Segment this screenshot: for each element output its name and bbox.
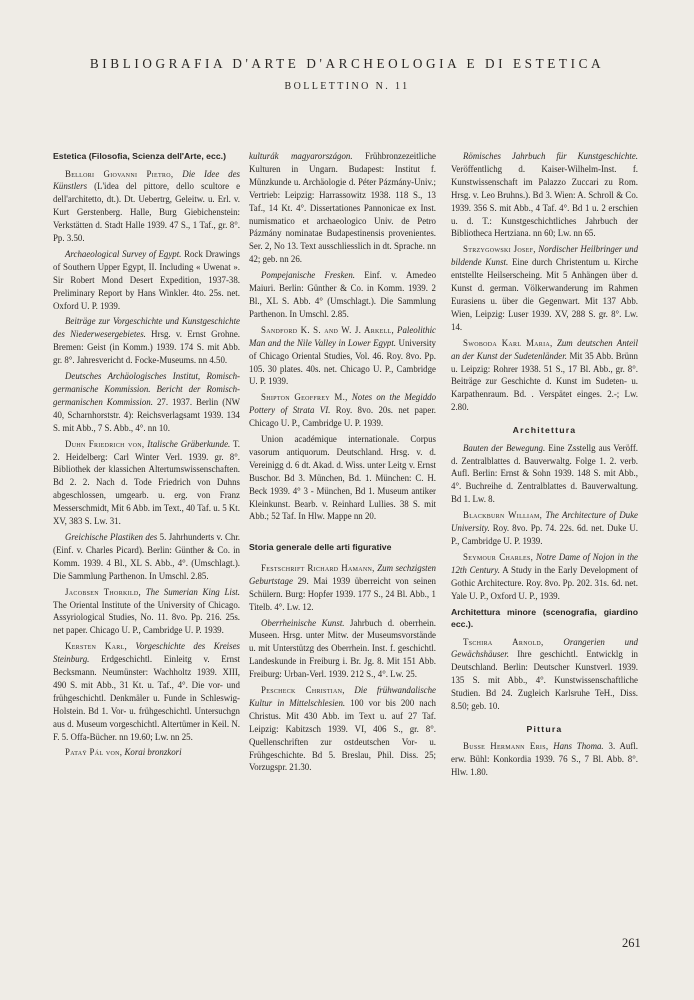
entry-title: Deutsches Archäologisches Institut, Romisch-germanische Kommission. Bericht der Romisch-germanischen Kommission.: [53, 371, 240, 407]
entry-details: Roy. 8vo. Pp. 74. 22s. 6d. net. Duke U. P., Cambridge U. P. 1939.: [451, 523, 638, 546]
entry-details: Erdgeschichtl. Einleitg v. Ernst Becksmann. Neumünster: Wachholtz 1939. XIII, 490 S. mit Abb., 31 Kt. u. Taf., 4°. Die vor- und frühgeschichtl. Denkmäler u. Funde in Schleswig-Holstein. Bd 1. Vor- u. frühgeschichtl. Untersuchgn aus d. Museum vorgeschichtl. Altertümer in Keil. N. F. 5. Offa-Bücher. nn 19.60; Lw. nn 25.: [53, 654, 240, 742]
entry-author: Tschira Arnold,: [463, 636, 544, 647]
entry-title: Die frühwandalische Kultur in Mittelschlesien.: [249, 685, 437, 708]
entry-title: Nordischer Heilbringer und bildende Kunst.: [451, 244, 639, 268]
entry-title: The Architecture of Duke University.: [451, 510, 638, 534]
section-heading: Estetica (Filosofia, Scienza dell'Arte, ecc.): [53, 151, 226, 161]
bibliography-entry: [249, 562, 436, 614]
entry-author: Jacobsen Thorkild,: [65, 586, 142, 597]
bibliography-entry: [451, 442, 638, 507]
entry-title: The Sumerian King List.: [145, 586, 240, 597]
entry-title: Bauten der Bewegung.: [463, 442, 546, 453]
bibliography-entry: [451, 551, 638, 603]
bibliography-entry: [451, 636, 638, 713]
entry-details: University of Chicago Oriental Studies, Vol. 46. Roy. 8vo. Pp. 105. 30 plates. 40s. net. Chicago U. P., Cambridge U. P. 1939.: [249, 337, 436, 387]
entry-details: Roy. 8vo. 20s. net paper. Chicago U. P., Cambridge U. P. 1939.: [249, 405, 436, 429]
section-heading: Architettura minore (scenografia, giardino ecc.).: [451, 606, 638, 629]
bibliography-entry: [249, 617, 436, 682]
entry-details: Ihre geschichtl. Entwicklg in Deutschland. Berlin: Deutscher Kunstverl. 1939. 135 S. mit Abb., 4°. Kunstwissenschaftliche Studien. Bd 24. Zugleich Karlsruhe TeH., Diss. 8.50; geb. 10.: [451, 649, 638, 712]
bibliography-entry: [53, 746, 240, 759]
entry-author: Pescheck Christian,: [261, 685, 345, 696]
entry-details: Frühbronzezeitliche Kulturen in Ungarn. Budapest: Institut f. Münzkunde u. Archäologie d. Péter Pázmány-Univ.; Vertrieb: Leipzig: Harrassowitz 1938. 118 S., 13 Taf., 14 Kt. 4°. Dissertationes Pannonicae ex Inst. numismatico et archaeologico Univ. de Petro Pázmány nominatae Budapestinensis provenientes. Ser. 2, No 13. Text ausschliesslich in dt. Sprache. nn 42; geb. nn 26.: [249, 151, 436, 265]
bibliography-entry: [53, 438, 240, 528]
entry-title: Zum sechzigsten Geburtstage: [249, 562, 436, 586]
entry-title: Korai bronzkori: [124, 747, 182, 758]
bibliography-entry: [451, 337, 638, 414]
entry-title: Pompejanische Fresken.: [261, 270, 355, 281]
entry-title: Die Idee des Künstlers: [53, 168, 241, 192]
entry-title: Greichische Plastiken des: [65, 531, 158, 542]
entry-details: Jahrbuch d. oberrhein. Museen. Hrsg. unter Mitw. der Museumsvorstände u. mit Unterstützg des Oberrhein. Inst. f. geschichtl. Landeskunde in Freiburg i. Br. Jg. 8. Mit 151 Abb. Freiburg: Urban-Verl. 1939. 212 S., 4°. Lw. 25.: [249, 617, 437, 680]
column-2: [249, 150, 436, 777]
column-3: [451, 150, 638, 782]
entry-details: Eine Zsstellg aus Veröff. d. Zentralblattes d. Bauverwaltg. Folge 1. 2. verb. Aufl. Berlin: Ernst & Sohn 1939. 148 S. mit Abb., 4°. Buchreihe d. Zentralblattes d. Bauverwaltung. Bd 1. Lw. 8.: [451, 442, 638, 505]
entry-author: Seymour Charles,: [463, 551, 534, 562]
bibliography-entry: [53, 640, 240, 743]
bibliography-entry: [249, 684, 436, 774]
entry-title: Archaeological Survey of Egypt.: [65, 248, 182, 259]
page-number: 261: [622, 936, 641, 950]
entry-details: The Oriental Institute of the University of Chicago. Assyriological Studies, No. 11. 8vo. Pp. 216. 25s. net paper. Chicago U. P., Cambridge U. P. 1939.: [53, 599, 240, 636]
bibliography-entry: [249, 269, 436, 321]
entry-details: 3. Aufl. erw. Bühl: Konkordia 1939. 76 S., 7 Bl. Abb. 8°. Hlw. 1.80.: [451, 741, 638, 778]
entry-details: Eine durch Christentum u. Kirche entstellte Heilserscheing. Mit 5 Anhängen über d. Kunst d. german. Völkerwanderung im Rahmen Eurasiens u. über die Gegenwart. Mit 137 Abb. Wien, Leipzig: Luser 1939. XV, 288 S. gr. 8°. Lw. 14.: [451, 257, 639, 332]
entry-author: Strzygowski Josef,: [463, 244, 536, 255]
bibliography-entry: [53, 370, 240, 435]
bibliography-entry: [451, 509, 638, 548]
entry-author: Pataÿ Pál von,: [65, 747, 123, 758]
bibliography-entry: [451, 740, 638, 779]
bibliography-entry: [451, 243, 638, 333]
section-heading: Storia generale delle arti figurative: [249, 542, 392, 553]
entry-author: Kersten Karl,: [65, 641, 128, 652]
bibliography-entry: [53, 531, 240, 583]
column-1: [53, 150, 240, 762]
bibliography-entry: [53, 248, 240, 313]
entry-details: T. 2. Heidelberg: Carl Winter Verl. 1939. gr. 8°. Bibliothek der klassichen Altertumswissenschaften. Bd 2. 2. Nach d. Tode Friedrich von Duhns abgeschlossen, umgearb. u. erg. von Franz Messerschmidt, Mit 6 Abb. im Text., 40 Taf. u. 5 Kt. XV, 383 S. Lw. 31.: [53, 438, 240, 527]
bibliography-entry: [249, 150, 436, 266]
entry-details: Rock Drawings of Southern Upper Egypt, II. Including « Uwenat ». Sir Robert Mond Desert Expedition, 1937-38. Preliminary Report by Hans Winkler. 4to. 25s. net. Oxford U. P. 1939.: [53, 248, 240, 311]
entry-details: 100 vor bis 200 nach Christus. Mit 430 Abb. im Text u. auf 27 Taf. Leipzig: Kabitzsch 1939. VI, 406 S., gr. 8°. Quellenschriften zur ostdeutschen Vor- u. Frühgeschichte. Bd 5. Breslau, Phil. Diss. 25; Vorzugspr. 21.30.: [249, 697, 436, 773]
entry-details: 5. Jahrhunderts v. Chr. (Einf. v. Charles Picard). Berlin: Günther & Co. in Komm. 1939. 4 Bl., XL S. Abb., 4°. (Umschlagt.). Die Sammlung Parthenon. In Umschl. 2.85.: [53, 531, 241, 581]
entry-author: Sandford K. S. and W. J. Arkell,: [261, 324, 395, 335]
entry-author: Shipton Geoffrey M.,: [261, 392, 348, 403]
entry-details: Union académique internationale. Corpus vasorum antiquorum. Deutschland. Hrsg. v. d. Vereinigg d. 6 dt. Akad. d. Wiss. unter Leitg v. Ernst Buschor. Bd 3. München, Bd. 1. München: C. H. Beck 1939. 4° 3 - München, Bd 1. Museum antiker Kleinkunst. Bearb. v. Reinhard Lullies. 38 S. mit Abb.; 52 Taf. In Hlw. Mappe nn 20.: [249, 434, 436, 522]
entry-author: Duhn Friedrich von,: [65, 438, 145, 449]
section-heading: Pittura: [526, 723, 563, 734]
entry-title: Hans Thoma.: [553, 741, 604, 752]
entry-title: Orangerien und Gewächshäuser.: [451, 636, 638, 660]
entry-author: Festschrift Richard Hamann,: [261, 562, 375, 573]
entry-details: 29. Mai 1939 überreicht von seinen Schülern. Burg: Hopfer 1939. 177 S., 24 Bl. Abb., 1 Titelb. 4°. Lw. 12.: [249, 575, 436, 612]
section-heading: Architettura: [512, 425, 577, 436]
entry-author: Swoboda Karl Maria,: [463, 337, 553, 348]
entry-title: Italische Gräberkunde.: [147, 438, 231, 449]
bibliography-entry: [249, 324, 436, 389]
entry-title: Römisches Jahrbuch für Kunstgeschichte.: [463, 151, 638, 161]
bibliography-entry: [249, 391, 436, 430]
entry-title: Oberrheinische Kunst.: [261, 617, 345, 628]
bulletin-subtitle: BOLLETTINO N. 11: [284, 81, 410, 92]
bibliography-entry: [451, 150, 638, 240]
entry-title: Paleolithic Man and the Nile Valley in Lower Egypt.: [249, 324, 436, 348]
entry-author: Blackburn William,: [463, 510, 543, 521]
entry-title: Zum deutschen Anteil an der Kunst der Sudetenländer.: [451, 337, 638, 361]
entry-title: Notre Dame of Nojon in the 12th Century.: [451, 551, 638, 575]
entry-details: Einf. v. Amedeo Maiuri. Berlin: Günther & Co. in Komm. 1939. 2 Bl., XL S. Abb. 4° (Umschlagt.). Die Sammlung Parthenon. In Umschl. 2.85.: [249, 270, 437, 319]
entry-author: Busse Hermann Eris,: [463, 741, 549, 752]
entry-details: Mit 35 Abb. Brünn u. Leipzig: Rohrer 1938. 51 S., 17 Bl. Abb., gr. 8°. Beiträge zur Geschichte d. Kunst im Sudeten- u. Karpathenraum. Bd. . Verspätet einges. 2.-; Lw. 2.80.: [451, 350, 638, 413]
bibliography-entry: [249, 433, 436, 523]
bibliography-entry: [53, 586, 240, 638]
entry-title: Notes on the Megiddo Pottery of Strata VI.: [249, 392, 437, 416]
entry-title: Vorgeschichte des Kreises Steinburg.: [53, 641, 240, 665]
entry-details: A Study in the Early Development of Gothic Architecture. Roy. 8vo. Pp. 202. 31s. 6d. net. Yale U. P., Oxford U. P., 1939.: [451, 564, 638, 601]
entry-details: 27. 1937. Berlin (NW 40, Scharnhorststr. 4): Reichsverlagsamt 1939. 134 S. mit Abb., 7 S. Abb., 4°. nn 10.: [53, 396, 240, 433]
entry-details: Veröffentlichg d. Kaiser-Wilhelm-Inst. f. Kunstwissenschaft im Palazzo Zuccari zu Rom. Hrsg. v. Leo Bruhns.). Bd 3. Wien: A. Schroll & Co. 1939. 356 S. mit Abb., 4 Taf. 4°. Bd 1 u. 2 erschien u. d. T.: Kunstgeschichtliches Jahrbuch der Bibliotheca Hertziana. nn 60; Lw. nn 65.: [451, 163, 638, 239]
page-title: BIBLIOGRAFIA D'ARTE D'ARCHEOLOGIA E DI ESTETICA: [89, 56, 605, 71]
entry-title: Beiträge zur Vorgeschichte und Kunstgeschichte des Niederwesergebietes.: [53, 316, 240, 340]
bibliography-entry: [53, 315, 240, 367]
entry-details: (L'idea del pittore, dello scultore e dell'architetto, dt.). Dt. Uebertrg, Geleitw. u. Erl. v. Kurt Gerstenberg. Halle, Burg Giebichenstein: Verkstätten d. Stadt Halle 1939. 47 S., 1 Taf., gr. 8°. Pp. 3.50.: [53, 181, 241, 244]
bibliography-entry: [53, 168, 240, 245]
entry-title: kulturák magyarországon.: [249, 151, 353, 161]
entry-author: Bellori Giovanni Pietro,: [65, 168, 174, 179]
entry-details: Hrsg. v. Ernst Grohne. Bremen: Geist (in Komm.) 1939. 174 S. mit Abb. gr. 8°. Jahresvericht d. Focke-Museums. nn 4.50.: [53, 329, 241, 366]
